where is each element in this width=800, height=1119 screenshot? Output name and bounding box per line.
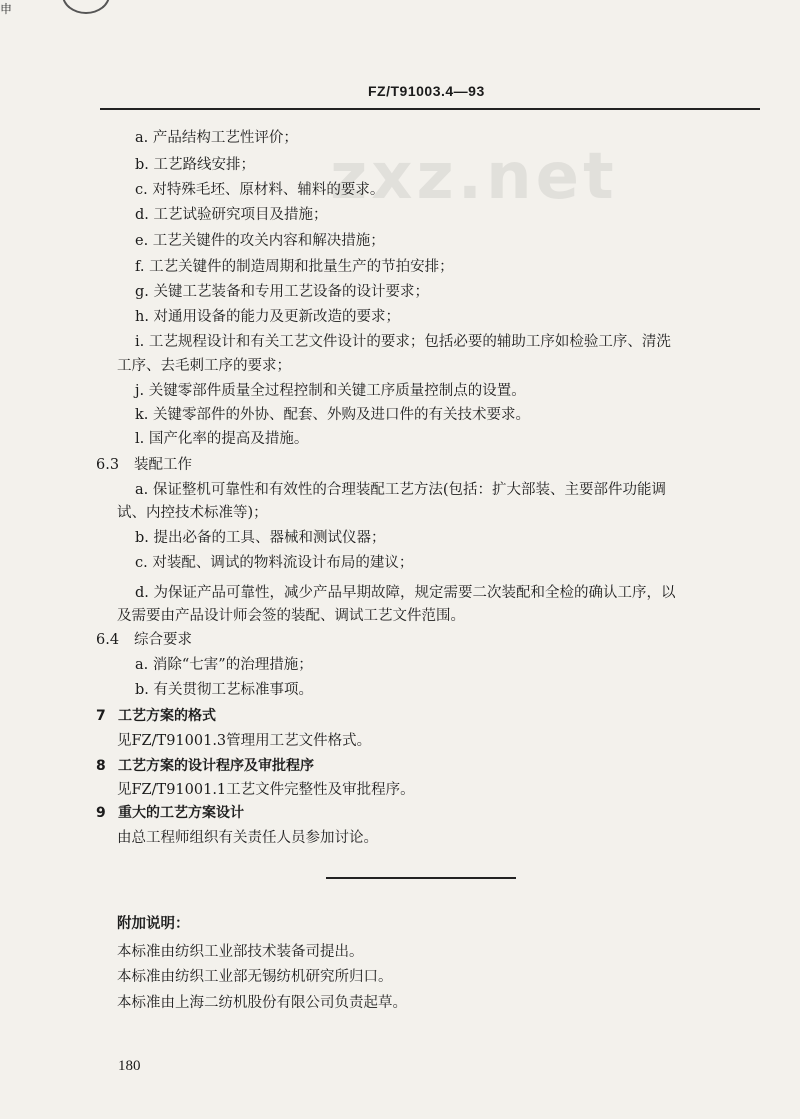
section-number: 7 [96, 708, 106, 724]
corner-mark: 申 [0, 2, 13, 16]
additional-notes-title: 附加说明： [117, 915, 190, 932]
section-number: 6.4 [96, 632, 120, 648]
list-item: a. 产品结构工艺性评价； [135, 130, 298, 146]
list-item: d. 为保证产品可靠性，减少产品早期故障，规定需要二次装配和全检的确认工序，以 [135, 585, 676, 601]
section-body: 见FZ/T91001.3管理用工艺文件格式。 [117, 733, 372, 749]
section-title: 工艺方案的设计程序及审批程序 [118, 758, 314, 774]
list-item: c. 对装配、调试的物料流设计布局的建议； [135, 555, 414, 571]
section-number: 9 [96, 805, 106, 821]
list-item: b. 有关贯彻工艺标准事项。 [135, 682, 313, 698]
note-line: 本标准由纺织工业部技术装备司提出。 [117, 944, 364, 960]
section-title: 重大的工艺方案设计 [118, 805, 244, 821]
note-line: 本标准由纺织工业部无锡纺机研究所归口。 [117, 969, 393, 985]
section-title: 工艺方案的格式 [118, 708, 216, 724]
list-item: a. 保证整机可靠性和有效性的合理装配工艺方法(包括：扩大部装、主要部件功能调 [135, 482, 667, 498]
header-divider [100, 108, 760, 110]
section-title: 装配工作 [134, 457, 192, 473]
list-item: d. 工艺试验研究项目及措施； [135, 207, 328, 223]
list-item: c. 对特殊毛坯、原材料、辅料的要求。 [135, 182, 385, 198]
list-item: j. 关键零部件质量全过程控制和关键工序质量控制点的设置。 [135, 383, 526, 399]
note-line: 本标准由上海二纺机股份有限公司负责起草。 [117, 995, 407, 1011]
list-item: e. 工艺关键件的攻关内容和解决措施； [135, 233, 385, 249]
page-number: 180 [118, 1058, 141, 1074]
list-item-continuation: 工序、去毛刺工序的要求； [117, 358, 291, 374]
list-item: k. 关键零部件的外协、配套、外购及进口件的有关技术要求。 [135, 407, 531, 423]
section-number: 6.3 [96, 457, 120, 473]
section-heading-8 [96, 756, 314, 776]
corner-arc-decoration [62, 0, 110, 14]
list-item: l. 国产化率的提高及措施。 [135, 431, 309, 447]
list-item-continuation: 及需要由产品设计师会签的装配、调试工艺文件范围。 [117, 608, 465, 624]
list-item: i. 工艺规程设计和有关工艺文件设计的要求；包括必要的辅助工序如检验工序、清洗 [135, 334, 671, 350]
list-item: b. 提出必备的工具、器械和测试仪器； [135, 530, 386, 546]
list-item: f. 工艺关键件的制造周期和批量生产的节拍安排； [135, 259, 454, 275]
section-body: 由总工程师组织有关责任人员参加讨论。 [117, 830, 378, 846]
end-divider [326, 877, 516, 879]
section-body: 见FZ/T91001.1工艺文件完整性及审批程序。 [117, 782, 415, 798]
list-item: h. 对通用设备的能力及更新改造的要求； [135, 309, 401, 325]
standard-code-header: FZ/T91003.4—93 [368, 83, 485, 99]
section-heading-6-3 [96, 455, 192, 475]
section-heading-9 [96, 803, 244, 823]
section-heading-6-4 [96, 630, 192, 650]
section-title: 综合要求 [134, 632, 192, 648]
section-heading-7 [96, 706, 216, 726]
list-item-continuation: 试、内控技术标准等)； [117, 505, 268, 521]
list-item: b. 工艺路线安排； [135, 157, 255, 173]
section-number: 8 [96, 758, 106, 774]
list-item: a. 消除“七害”的治理措施； [135, 657, 313, 673]
list-item: g. 关键工艺装备和专用工艺设备的设计要求； [135, 284, 429, 300]
watermark: zxz.net [330, 140, 618, 214]
